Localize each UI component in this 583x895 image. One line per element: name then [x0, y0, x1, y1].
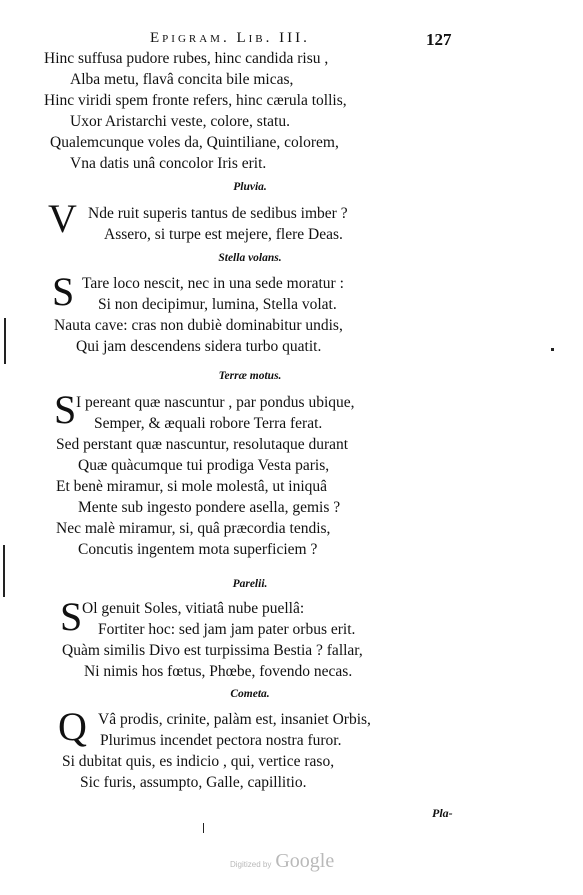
section-title-parelii: Parelii. [232, 578, 268, 590]
verse-line: Qui jam descendens sidera turbo quatit. [76, 338, 322, 355]
verse-line: Ni nimis hos fœtus, Phœbe, fovendo necas. [84, 663, 353, 680]
verse-line: I pereant quæ nascuntur , par pondus ubique, [76, 394, 355, 411]
dropcap: S [60, 594, 83, 639]
verse-line: Vâ prodis, crinite, palàm est, insaniet Orbis, [98, 711, 371, 728]
verse-line: Hinc viridi spem fronte refers, hinc cærula tollis, [44, 92, 347, 109]
verse-line: Nec malè miramur, si, quâ præcordia tendis, [56, 520, 331, 537]
verse-line: Plurimus incendet pectora nostra furor. [100, 732, 342, 749]
verse-line: Si non decipimur, lumina, Stella volat. [98, 296, 337, 313]
verse-line: Quàm similis Divo est turpissima Bestia ? fallar, [62, 642, 363, 659]
section-title-stella: Stella volans. [218, 252, 282, 264]
section-title-terra: Terræ motus. [218, 370, 282, 382]
catchword: Pla- [432, 806, 453, 820]
dropcap: S [54, 387, 77, 432]
verse-line: Uxor Aristarchi veste, colore, statu. [70, 113, 290, 130]
dropcap: S [52, 269, 75, 314]
dropcap: Q [58, 704, 87, 749]
verse-line: Concutis ingentem mota superficiem ? [78, 541, 318, 558]
verse-line: Tare loco nescit, nec in una sede moratur : [82, 275, 344, 292]
verse-line: Nauta cave: cras non dubiè dominabitur undis, [54, 317, 343, 334]
verse-line: Qualemcunque voles da, Quintiliane, colorem, [50, 134, 339, 151]
verse-line: Alba metu, flavâ concita bile micas, [70, 71, 294, 88]
verse-line: Ol genuit Soles, vitiatâ nube puellâ: [82, 600, 305, 617]
page-header [0, 30, 583, 52]
section-title-pluvia: Pluvia. [233, 181, 267, 193]
verse-line: Sic furis, assumpto, Galle, capillitio. [80, 774, 307, 791]
verse-line: Quæ quàcumque tui prodiga Vesta paris, [78, 457, 330, 474]
google-logo: Google [275, 850, 335, 872]
page-number: 127 [426, 30, 452, 49]
margin-mark [3, 545, 5, 597]
margin-mark [203, 823, 204, 833]
dropcap: V [48, 196, 77, 241]
margin-mark [4, 318, 6, 364]
running-title: Epigram. Lib. III. [150, 30, 310, 46]
margin-dot [551, 348, 554, 351]
verse-line: Sed perstant quæ nascuntur, resolutaque durant [56, 436, 349, 453]
watermark-prefix: Digitized by [230, 860, 272, 869]
verse-line: Fortiter hoc: sed jam jam pater orbus erit. [98, 621, 356, 638]
verse-line: Hinc suffusa pudore rubes, hinc candida risu , [44, 50, 329, 67]
verse-line: Nde ruit superis tantus de sedibus imber ? [88, 205, 348, 222]
verse-line: Assero, si turpe est mejere, flere Deas. [104, 226, 343, 243]
verse-line: Et benè miramur, si mole molestâ, ut iniquâ [56, 478, 328, 495]
verse-line: Mente sub ingesto pondere asella, gemis ? [78, 499, 341, 516]
verse-line: Vna datis unâ concolor Iris erit. [70, 155, 267, 172]
verse-line: Si dubitat quis, es indicio , qui, vertice raso, [62, 753, 335, 770]
section-title-cometa: Cometa. [230, 688, 270, 700]
digitized-watermark [230, 850, 334, 873]
verse-line: Semper, & æquali robore Terra ferat. [94, 415, 323, 432]
